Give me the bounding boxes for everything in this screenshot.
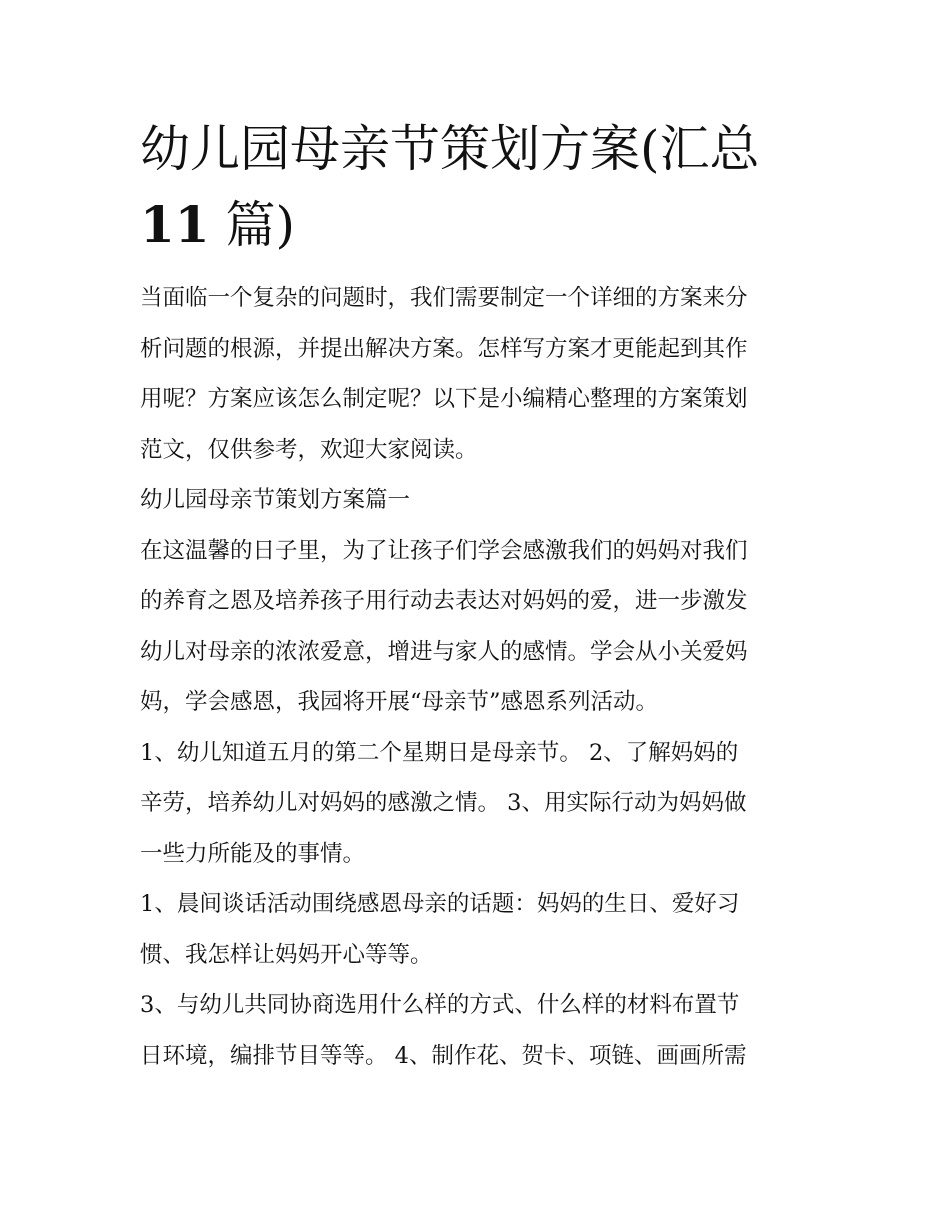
text-line: 1、幼儿知道五月的第二个星期日是母亲节。 2、了解妈妈的 xyxy=(140,739,739,766)
activity-paragraph xyxy=(140,879,815,980)
text-line: 3、与幼儿共同协商选用什么样的方式、什么样的材料布置节 xyxy=(140,992,740,1018)
text-line: 的养育之恩及培养孩子用行动去表达对妈妈的爱，进一步激发 xyxy=(140,588,748,614)
text-line: 用呢？方案应该怎么制定呢？以下是小编精心整理的方案策划 xyxy=(140,386,748,412)
title-line-1: 幼儿园母亲节策划方案(汇总 xyxy=(140,120,760,178)
text-line: 范文，仅供参考，欢迎大家阅读。 xyxy=(140,436,478,463)
text-line: 惯、我怎样让妈妈开心等等。 xyxy=(140,941,433,968)
text-line: 幼儿对母亲的浓浓爱意，增进与家人的感情。学会从小关爱妈 xyxy=(140,638,748,665)
text-line: 日环境，编排节目等等。 4、制作花、贺卡、项链、画画所需 xyxy=(140,1042,747,1069)
document-title xyxy=(140,112,815,263)
goals-paragraph xyxy=(140,728,815,880)
title-line-2 xyxy=(140,187,815,263)
text-line: 辛劳，培养幼儿对妈妈的感激之情。 3、用实际行动为妈妈做 xyxy=(140,790,747,816)
text-line: 1、晨间谈话活动围绕感恩母亲的话题：妈妈的生日、爱好习 xyxy=(140,891,740,917)
body-paragraph xyxy=(140,526,815,728)
text-line: 析问题的根源，并提出解决方案。怎样写方案才更能起到其作 xyxy=(140,335,748,362)
title-tail: 篇) xyxy=(209,196,295,254)
text-line: 幼儿园母亲节策划方案篇一 xyxy=(140,487,411,513)
document-body xyxy=(140,112,815,1081)
text-line: 一些力所能及的事情。 xyxy=(140,840,366,867)
text-line: 当面临一个复杂的问题时，我们需要制定一个详细的方案来分 xyxy=(140,285,748,311)
paragraph-list xyxy=(140,273,815,1081)
activity-paragraph xyxy=(140,980,815,1081)
section-heading xyxy=(140,475,815,526)
intro-paragraph xyxy=(140,273,815,475)
text-line: 妈，学会感恩，我园将开展“母亲节”感恩系列活动。 xyxy=(140,689,659,715)
title-number: 11 xyxy=(140,195,210,254)
text-line: 在这温馨的日子里，为了让孩子们学会感激我们的妈妈对我们 xyxy=(140,537,748,564)
